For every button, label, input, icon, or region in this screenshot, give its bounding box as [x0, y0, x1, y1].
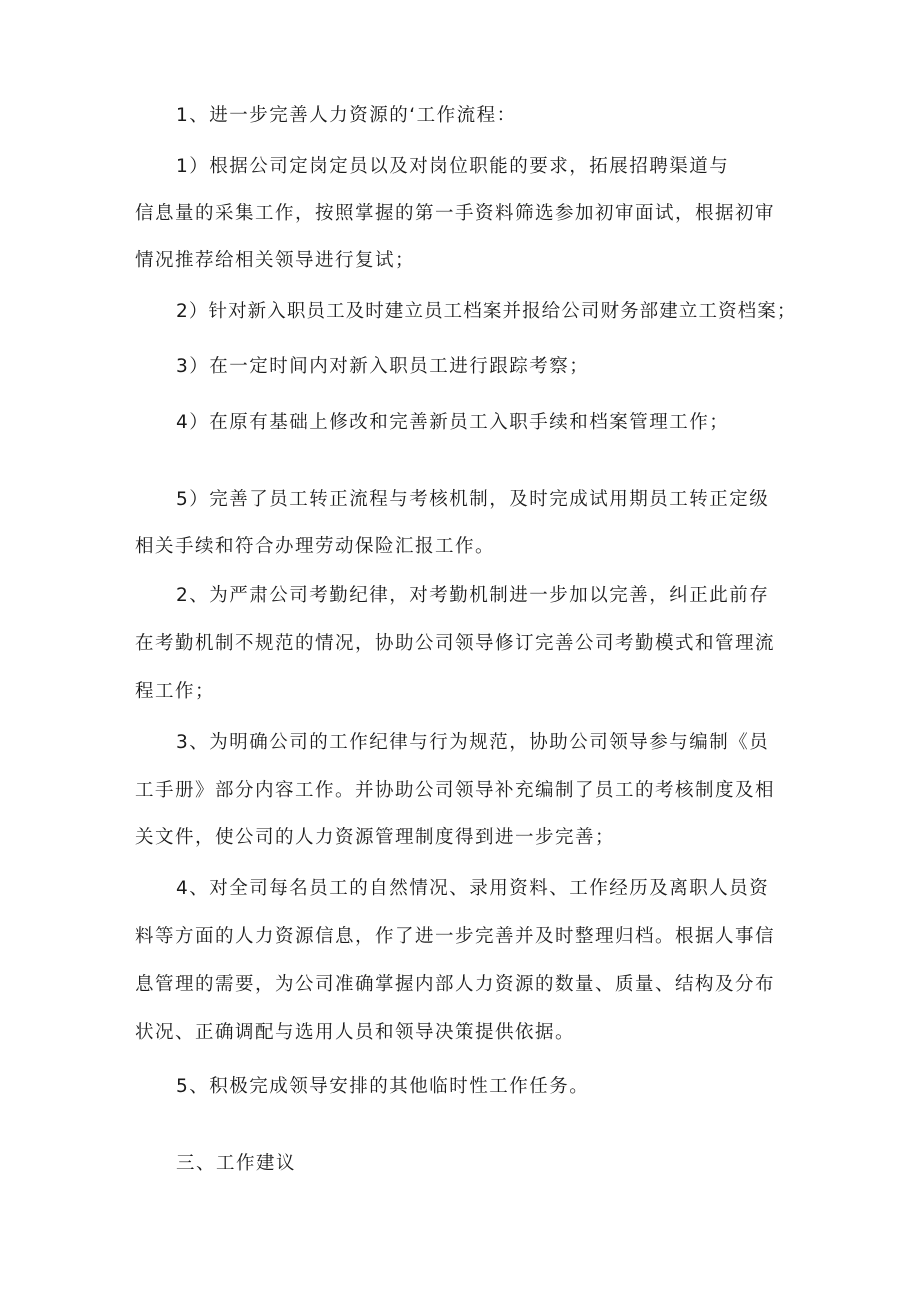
- text-line: 4）在原有基础上修改和完善新员工入职手续和档案管理工作；: [176, 412, 730, 433]
- text-line: 信息量的采集工作，按照掌握的第一手资料筛选参加初审面试，根据初审: [135, 203, 776, 224]
- text-line: 1、进一步完善人力资源的‘工作流程：: [176, 105, 517, 126]
- text-line: 1）根据公司定岗定员以及对岗位职能的要求，拓展招聘渠道与: [176, 156, 730, 177]
- text-line: 2）针对新入职员工及时建立员工档案并报给公司财务部建立工资档案；: [176, 301, 797, 322]
- text-line: 5）完善了员工转正流程与考核机制，及时完成试用期员工转正定级: [176, 489, 770, 510]
- text-line: 4、对全司每名员工的自然情况、录用资料、工作经历及离职人员资: [176, 878, 770, 899]
- text-line: 在考勤机制不规范的情况，协助公司领导修订完善公司考勤模式和管理流: [135, 633, 776, 654]
- text-line: 相关手续和符合办理劳动保险汇报工作。: [135, 536, 496, 557]
- text-line: 程工作；: [135, 681, 216, 702]
- text-line: 息管理的需要，为公司准确掌握内部人力资源的数量、质量、结构及分布: [135, 974, 776, 995]
- text-line: 3）在一定时间内对新入职员工进行跟踪考察；: [176, 356, 590, 377]
- text-line: 关文件，使公司的人力资源管理制度得到进一步完善；: [135, 827, 616, 848]
- text-line: 3、为明确公司的工作纪律与行为规范，协助公司领导参与编制《员: [176, 732, 770, 753]
- text-line: 工手册》部分内容工作。并协助公司领导补充编制了员工的考核制度及相: [135, 780, 776, 801]
- text-line: 料等方面的人力资源信息，作了进一步完善并及时整理归档。根据人事信: [135, 926, 776, 947]
- text-line: 状况、正确调配与选用人员和领导决策提供依据。: [135, 1022, 576, 1043]
- section-heading: 三、工作建议: [176, 1153, 297, 1174]
- text-line: 情况推荐给相关领导进行复试；: [135, 250, 416, 271]
- text-line: 2、为严肃公司考勤纪律，对考勤机制进一步加以完善，纠正此前存: [176, 585, 770, 606]
- text-line: 5、积极完成领导安排的其他临时性工作任务。: [176, 1076, 590, 1097]
